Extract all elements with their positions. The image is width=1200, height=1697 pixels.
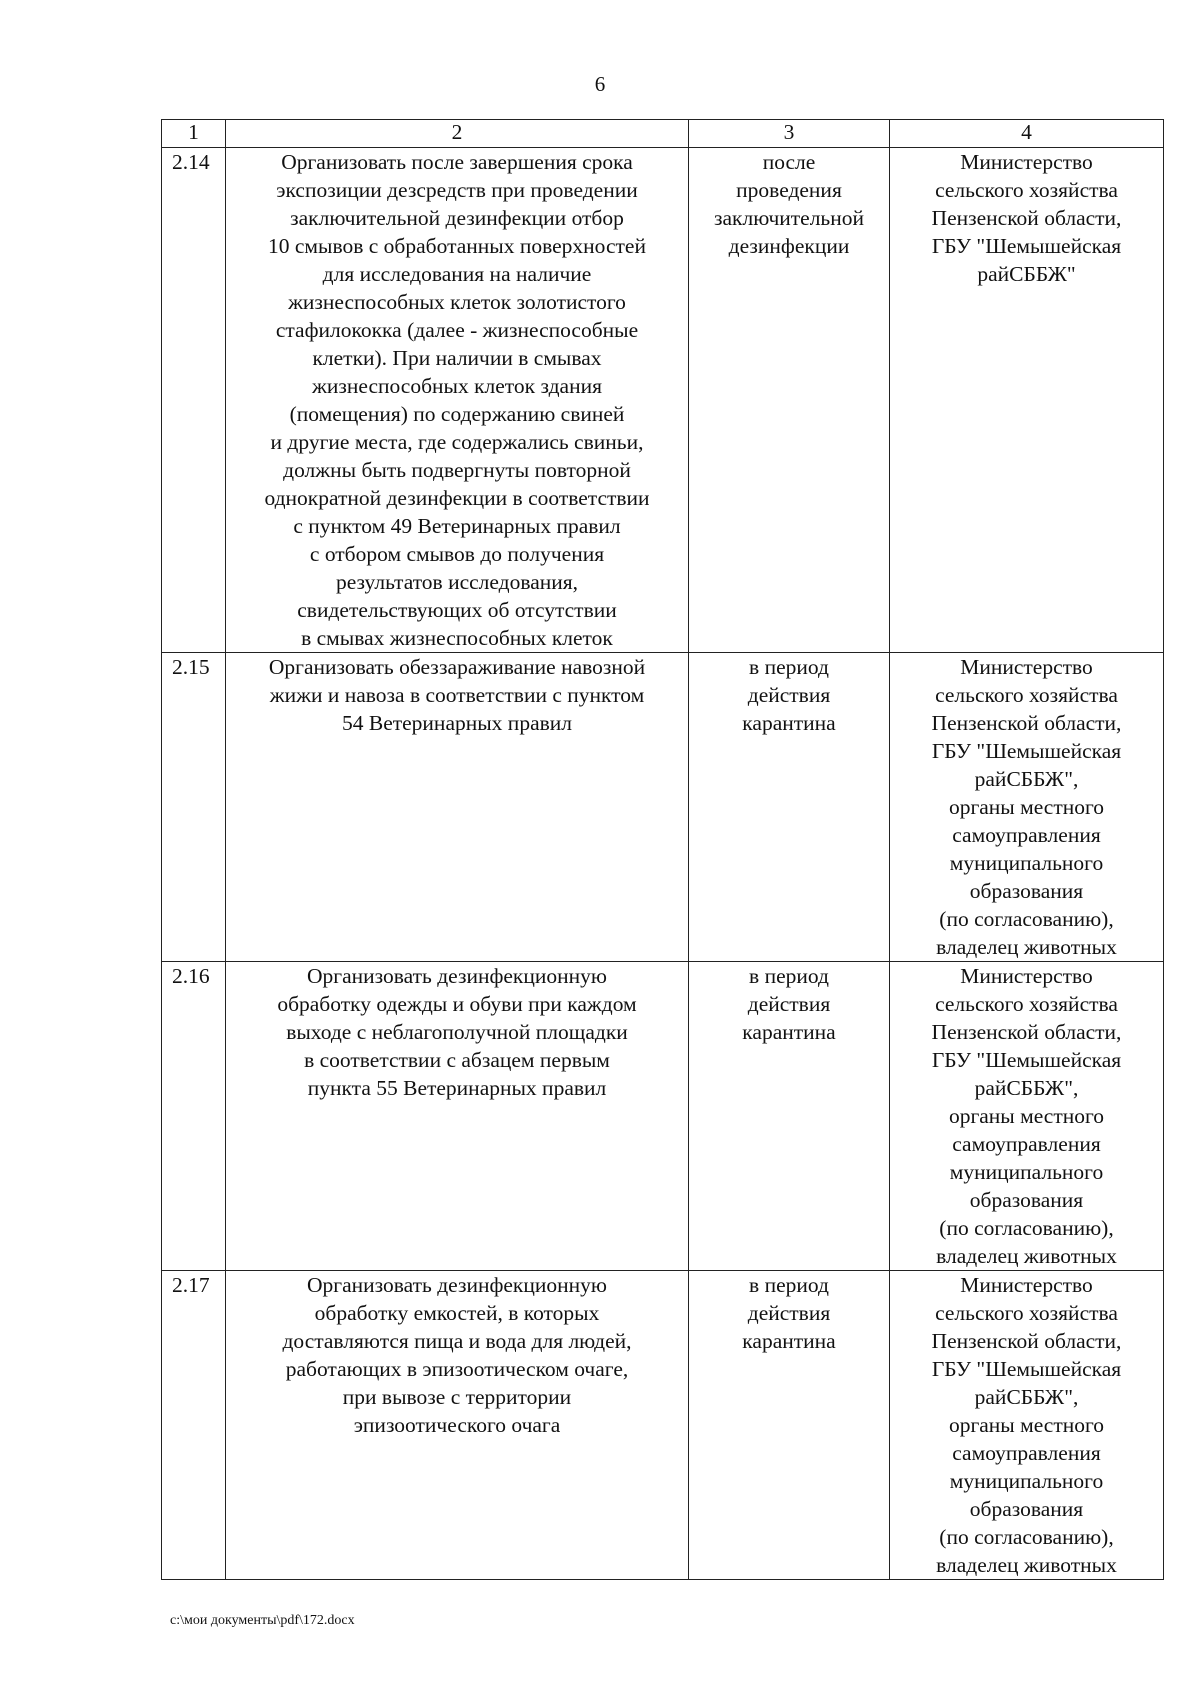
responsible-text: Министерство сельского хозяйства Пензенской области, ГБУ "Шемышейская райСББЖ", органы местного самоуправления муниципального образования (по согласованию), владелец животных: [890, 962, 1164, 1271]
responsible-text: Министерство сельского хозяйства Пензенской области, ГБУ "Шемышейская райСББЖ": [890, 148, 1164, 653]
action-text: Организовать дезинфекционную обработку емкостей, в которых доставляются пища и вода для людей, работающих в эпизоотическом очаге, при вывозе с территории эпизоотического очага: [226, 1271, 689, 1580]
item-number: 2.15: [162, 653, 226, 962]
item-number: 2.16: [162, 962, 226, 1271]
measures-table: [161, 119, 1164, 1580]
column-header-4: 4: [890, 120, 1164, 148]
action-text: Организовать после завершения срока экспозиции дезсредств при проведении заключительной дезинфекции отбор 10 смывов с обработанных поверхностей для исследования на наличие жизнеспособных клеток золотистого стафилококка (далее - жизнеспособные клетки). При наличии в смывах жизнеспособных клеток здания (помещения) по содержанию свиней и другие места, где содержались свиньи, должны быть подвергнуты повторной однократной дезинфекции в соответствии с пунктом 49 Ветеринарных правил с отбором смывов до получения результатов исследования, свидетельствующих об отсутствии в смывах жизнеспособных клеток: [226, 148, 689, 653]
term-text: в период действия карантина: [689, 962, 890, 1271]
action-text: Организовать обеззараживание навозной жижи и навоза в соответствии с пунктом 54 Ветеринарных правил: [226, 653, 689, 962]
column-header-3: 3: [689, 120, 890, 148]
column-header-2: 2: [226, 120, 689, 148]
table-row: [162, 962, 1164, 1271]
term-text: в период действия карантина: [689, 1271, 890, 1580]
document-file-path: c:\мои документы\pdf\172.docx: [170, 1613, 355, 1628]
term-text: после проведения заключительной дезинфекции: [689, 148, 890, 653]
responsible-text: Министерство сельского хозяйства Пензенской области, ГБУ "Шемышейская райСББЖ", органы местного самоуправления муниципального образования (по согласованию), владелец животных: [890, 1271, 1164, 1580]
table-header-row: [162, 120, 1164, 148]
item-number: 2.17: [162, 1271, 226, 1580]
term-text: в период действия карантина: [689, 653, 890, 962]
action-text: Организовать дезинфекционную обработку одежды и обуви при каждом выходе с неблагополучной площадки в соответствии с абзацем первым пункта 55 Ветеринарных правил: [226, 962, 689, 1271]
column-header-1: 1: [162, 120, 226, 148]
responsible-text: Министерство сельского хозяйства Пензенской области, ГБУ "Шемышейская райСББЖ", органы местного самоуправления муниципального образования (по согласованию), владелец животных: [890, 653, 1164, 962]
table-row: [162, 1271, 1164, 1580]
table-row: [162, 148, 1164, 653]
item-number: 2.14: [162, 148, 226, 653]
table-row: [162, 653, 1164, 962]
page-number: 6: [594, 72, 606, 96]
